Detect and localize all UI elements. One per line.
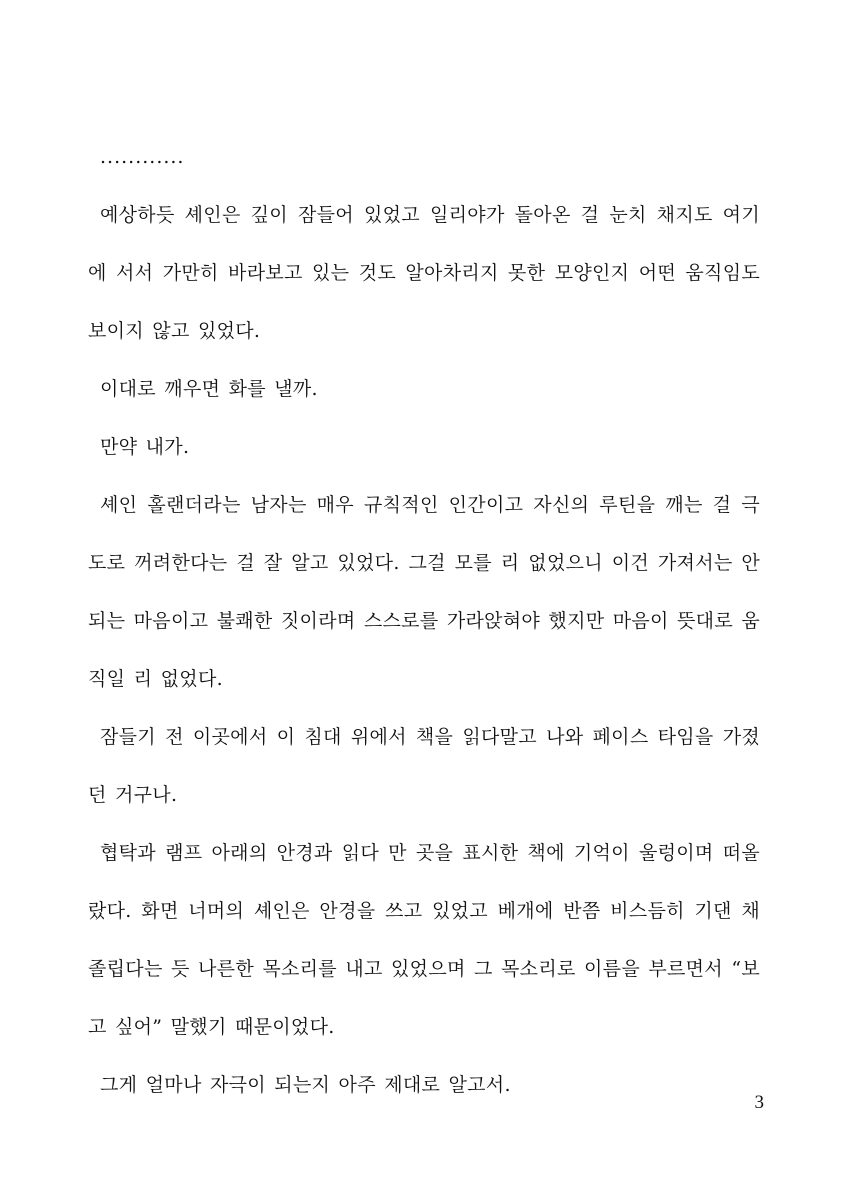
body-text bbox=[88, 128, 760, 1114]
paragraph-ellipsis: ............ bbox=[100, 146, 185, 168]
paragraph: 예상하듯 셰인은 깊이 잠들어 있었고 일리야가 돌아온 걸 눈치 채지도 여기에 서서 가만히 바라보고 있는 것도 알아차리지 못한 모양인지 어떤 움직임도 보이지 않고 있었다. bbox=[88, 204, 760, 342]
paragraph: 이대로 깨우면 화를 낼까. bbox=[100, 378, 318, 400]
paragraph: 셰인 홀랜더라는 남자는 매우 규칙적인 인간이고 자신의 루틴을 깨는 걸 극도로 꺼려한다는 걸 잘 알고 있었다. 그걸 모를 리 없었으니 이건 가져서는 안 되는 마음이고 불쾌한 짓이라며 스스로를 가라앉혀야 했지만 마음이 뜻대로 움직일 리 없었다. bbox=[88, 494, 760, 690]
paragraph: 협탁과 램프 아래의 안경과 읽다 만 곳을 표시한 책에 기억이 울렁이며 떠올랐다. 화면 너머의 셰인은 안경을 쓰고 있었고 베개에 반쯤 비스듬히 기댄 채 졸립다는 듯 나른한 목소리를 내고 있었으며 그 목소리로 이름을 부르면서 “보고 싶어” 말했기 때문이었다. bbox=[88, 842, 760, 1038]
page-number: 3 bbox=[754, 1092, 764, 1113]
paragraph: 그게 얼마나 자극이 되는지 아주 제대로 알고서. bbox=[100, 1074, 511, 1096]
paragraph: 만약 내가. bbox=[100, 436, 190, 458]
paragraph: 잠들기 전 이곳에서 이 침대 위에서 책을 읽다말고 나와 페이스 타임을 가졌던 거구나. bbox=[88, 726, 760, 806]
